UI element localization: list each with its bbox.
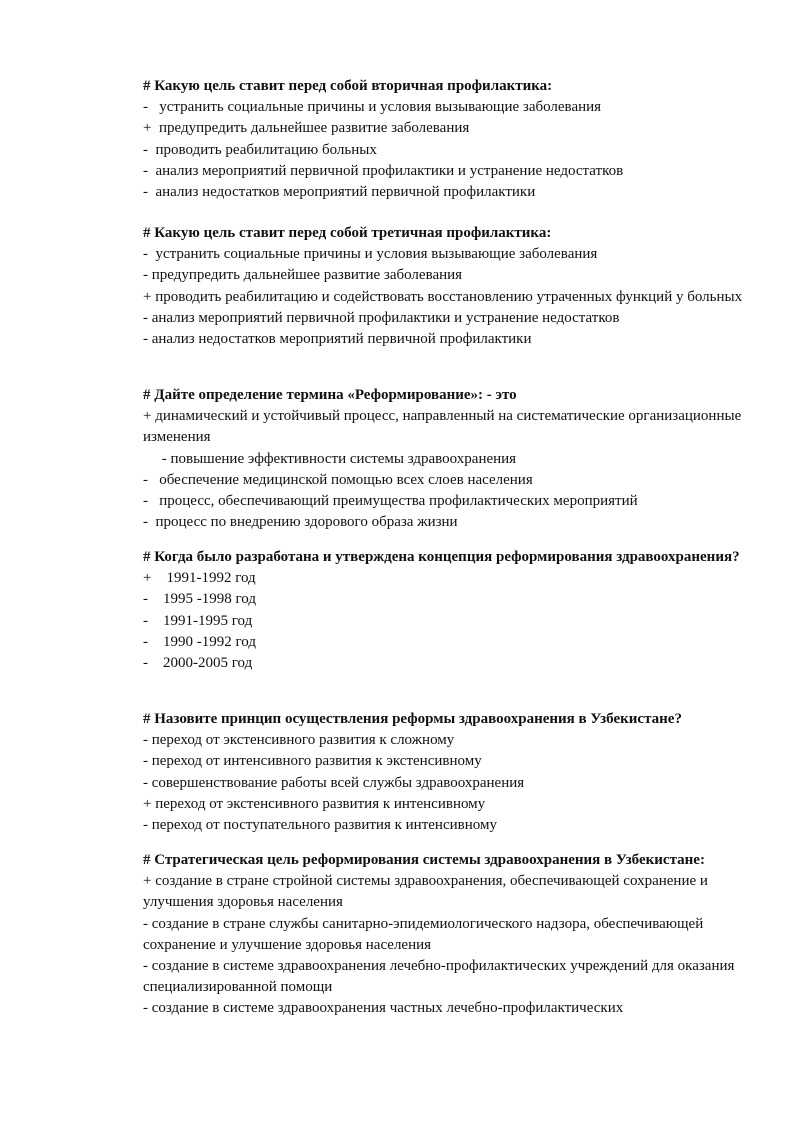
answer-option: - процесс по внедрению здорового образа жизни — [143, 514, 458, 531]
answer-option: + 1991-1992 год — [143, 570, 256, 587]
answer-option: - анализ недостатков мероприятий первичной профилактики — [143, 331, 532, 348]
answer-option: + предупредить дальнейшее развитие заболевания — [143, 120, 470, 137]
answer-option: - анализ недостатков мероприятий первичной профилактики — [143, 184, 536, 201]
answer-option: - проводить реабилитацию больных — [143, 141, 377, 158]
question-title: # Стратегическая цель реформирования системы здравоохранения в Узбекистане: — [143, 852, 705, 868]
answer-option: - переход от экстенсивного развития к сложному — [143, 732, 455, 749]
answer-option: - предупредить дальнейшее развитие заболевания — [143, 267, 463, 284]
question-block — [143, 76, 748, 203]
answer-option: - создание в системе здравоохранения лечебно-профилактических учреждений для оказания специализированной помощи — [143, 958, 739, 996]
answer-option: - процесс, обеспечивающий преимущества профилактических мероприятий — [143, 493, 638, 510]
question-title: # Какую цель ставит перед собой третичная профилактика: — [143, 225, 552, 241]
answer-option: + динамический и устойчивый процесс, направленный на систематические организационные изменения — [143, 408, 745, 446]
question-block — [143, 709, 748, 836]
answer-option: - устранить социальные причины и условия вызывающие заболевания — [143, 246, 598, 263]
answer-option: - создание в стране службы санитарно-эпидемиологического надзора, обеспечивающей сохранение и улучшение здоровья населения — [143, 915, 707, 953]
answer-option: - устранить социальные причины и условия вызывающие заболевания — [143, 99, 602, 116]
answer-option: - создание в системе здравоохранения частных лечебно-профилактических — [143, 1000, 624, 1017]
question-block — [143, 547, 748, 674]
answer-option: - переход от поступательного развития к интенсивному — [143, 817, 497, 834]
answer-option: - анализ мероприятий первичной профилактики и устранение недостатков — [143, 162, 624, 179]
question-block — [143, 850, 748, 1020]
answer-option: - повышение эффективности системы здравоохранения — [143, 450, 517, 467]
answer-option: + переход от экстенсивного развития к интенсивному — [143, 795, 486, 812]
question-block — [143, 223, 748, 350]
answer-option: + проводить реабилитацию и содействовать восстановлению утраченных функций у больных — [143, 288, 743, 305]
question-title: # Назовите принцип осуществления реформы здравоохранения в Узбекистане? — [143, 711, 682, 727]
answer-option: - переход от интенсивного развития к экстенсивному — [143, 753, 482, 770]
question-block — [143, 385, 748, 533]
answer-option: - совершенствование работы всей службы здравоохранения — [143, 774, 525, 791]
answer-option: - 1990 -1992 год — [143, 633, 256, 650]
question-title: # Дайте определение термина «Реформирование»: - это — [143, 387, 517, 403]
answer-option: - анализ мероприятий первичной профилактики и устранение недостатков — [143, 309, 620, 326]
answer-option: - 2000-2005 год — [143, 655, 253, 672]
question-title: # Когда было разработана и утверждена концепция реформирования здравоохранения? — [143, 549, 740, 565]
question-title: # Какую цель ставит перед собой вторичная профилактика: — [143, 78, 553, 94]
answer-option: - обеспечение медицинской помощью всех слоев населения — [143, 471, 533, 488]
answer-option: - 1991-1995 год — [143, 612, 253, 629]
answer-option: - 1995 -1998 год — [143, 591, 256, 608]
answer-option: + создание в стране стройной системы здравоохранения, обеспечивающей сохранение и улучшения здоровья населения — [143, 873, 712, 911]
